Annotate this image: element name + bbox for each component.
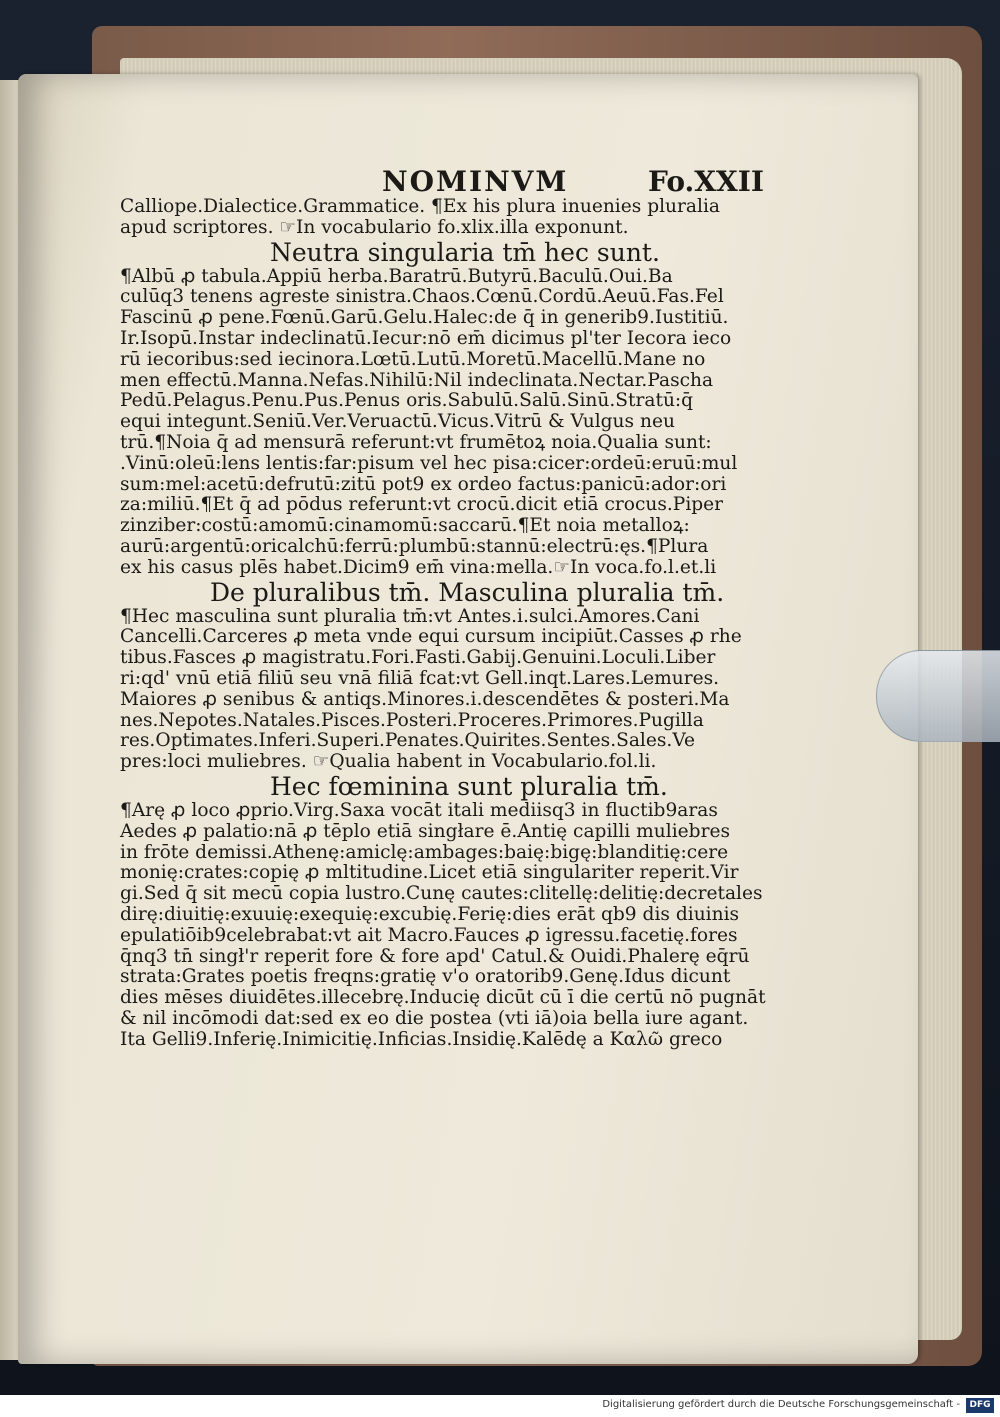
section-heading-neutra: Neutra singularia tm̄ hec sunt.	[270, 237, 660, 267]
text-block-b	[120, 267, 770, 579]
text-line: Fascinū ꝓ pene.Fœnū.Garū.Gelu.Halec:de q̄ in generib9.Iustitiū.	[120, 307, 729, 329]
text-line: apud scriptores. ☞In vocabulario fo.xlix.illa exponunt.	[120, 216, 629, 238]
dfg-logo: DFG	[966, 1398, 994, 1413]
text-block-a	[120, 197, 770, 239]
text-line: aurū:argentū:oricalchū:ferrū:plumbū:stannū:electrū:ęs.¶Plura	[120, 535, 709, 557]
text-line: trū.¶Noia q̄ ad mensurā referunt:vt frumētoꝝ noia.Qualia sunt:	[120, 431, 712, 453]
text-line: Pedū.Pelagus.Penu.Pus.Penus oris.Sabulū.Salū.Sinū.Stratū:q̄	[120, 390, 694, 412]
text-line: equi integunt.Seniū.Ver.Veruactū.Vicus.Vitrū & Vulgus neu	[120, 411, 675, 433]
digitization-footer	[0, 1395, 1000, 1417]
running-header	[120, 165, 770, 197]
text-line: Aedes ꝓ palatio:nā ꝓ tēplo etiā singłare ē.Antię capilli muliebres	[120, 820, 730, 842]
text-line: zinziber:costū:amomū:cinamomū:saccarū.¶Et noia metalloꝝ:	[120, 515, 690, 537]
text-block-c	[120, 607, 770, 773]
text-line: epulatiōib9celebrabat:vt ait Macro.Fauces ꝓ igressu.facetię.fores	[120, 924, 738, 946]
text-line: culūq3 tenens agreste sinistra.Chaos.Cœnū.Cordū.Aeuū.Fas.Fel	[120, 286, 724, 308]
text-line: .Vinū:oleū:lens lentis:far:pisum vel hec pisa:cicer:ordeū:eruū:mul	[120, 452, 738, 474]
section-heading-pluralia: De pluralibus tm̄. Masculina pluralia tm̄.	[210, 577, 725, 607]
text-line: ¶Albū ꝓ tabula.Appiū herba.Baratrū.Butyrū.Baculū.Oui.Ba	[120, 265, 673, 287]
folio-number: Fo.XXII	[648, 165, 764, 198]
text-line: res.Optimates.Inferi.Superi.Penates.Quirites.Sentes.Sales.Ve	[120, 730, 696, 752]
text-line: tibus.Fasces ꝓ magistratu.Fori.Fasti.Gabij.Genuini.Loculi.Liber	[120, 647, 716, 669]
text-line: & nil incōmodi dat:sed ex eo die postea (vti iā)oia bella iure agant.	[120, 1007, 749, 1029]
text-line: nes.Nepotes.Natales.Pisces.Posteri.Proceres.Primores.Pugilla	[120, 709, 704, 731]
text-line: dies mēses diuidētes.illecebrę.Inducię dicūt cū ī die certū nō pugnāt	[120, 987, 766, 1009]
page-clip	[876, 650, 1000, 742]
text-line: dirę:diuitię:exuuię:exequię:excubię.Ferię:dies erāt qb9 dis diuinis	[120, 903, 740, 925]
text-block-d	[120, 801, 770, 1051]
text-line: rū iecoribus:sed iecinora.Lœtū.Lutū.Moretū.Macellū.Mane no	[120, 348, 706, 370]
text-line: Maiores ꝓ senibus & antiqs.Minores.i.descendētes & posteri.Ma	[120, 688, 730, 710]
page-text	[120, 165, 770, 1050]
text-line: Calliope.Dialectice.Grammatice. ¶Ex his plura inuenies pluralia	[120, 196, 720, 217]
text-line: strata:Grates poetis freqns:gratię v'o oratorib9.Genę.Idus dicunt	[120, 966, 731, 988]
text-line: monię:crates:copię ꝓ mltitudine.Licet etiā singulariter reperit.Vir	[120, 862, 739, 884]
text-line: ri:qd' vnū etiā filiū seu vnā filiā fcat:vt Gell.inqt.Lares.Lemures.	[120, 667, 720, 689]
running-title: NOMINVM	[382, 165, 569, 198]
section-heading-foeminina: Hec fœminina sunt pluralia tm̄.	[270, 771, 668, 801]
text-line: za:miliū.¶Et q̄ ad pōdus referunt:vt crocū.dicit etiā crocus.Piper	[120, 494, 724, 516]
text-line: ¶Hec masculina sunt pluralia tm̄:vt Antes.i.sulci.Amores.Cani	[120, 605, 700, 627]
text-line: gi.Sed q̄ sit mecū copia lustro.Cunę cautes:clitellę:delitię:decretales	[120, 883, 763, 905]
text-line: Ir.Isopū.Instar indeclinatū.Iecur:nō em̄ dicimus pl'ter Iecora ieco	[120, 327, 732, 349]
text-line: in frōte demissi.Athenę:amiclę:ambages:baię:bigę:blanditię:cere	[120, 841, 729, 863]
text-line: q̄nq3 tn̄ singł'r reperit fore & fore apd' Catul.& Ouidi.Phalerę eq̄rū	[120, 945, 750, 967]
text-line: men effectū.Manna.Nefas.Nihilū:Nil indeclinata.Nectar.Pascha	[120, 369, 714, 391]
funding-credit: Digitalisierung gefördert durch die Deutsche Forschungsgemeinschaft -	[602, 1399, 960, 1410]
text-line: Cancelli.Carceres ꝓ meta vnde equi cursum incipiūt.Casses ꝓ rhe	[120, 626, 742, 648]
text-line: pres:loci muliebres. ☞Qualia habent in Vocabulario.fol.li.	[120, 751, 657, 773]
text-line: sum:mel:acetū:defrutū:zitū pot9 ex ordeo factus:panicū:ador:ori	[120, 473, 727, 495]
text-line: ¶Arę ꝓ loco ꝓprio.Virg.Saxa vocāt itali mediisq3 in fluctib9aras	[120, 799, 718, 821]
text-line: Ita Gelli9.Inferię.Inimicitię.Inficias.Insidię.Kalēdę a Καλῶ greco	[120, 1028, 723, 1050]
text-line: ex his casus plēs habet.Dicim9 em̄ vina:mella.☞In voca.fo.l.et.li	[120, 556, 717, 578]
